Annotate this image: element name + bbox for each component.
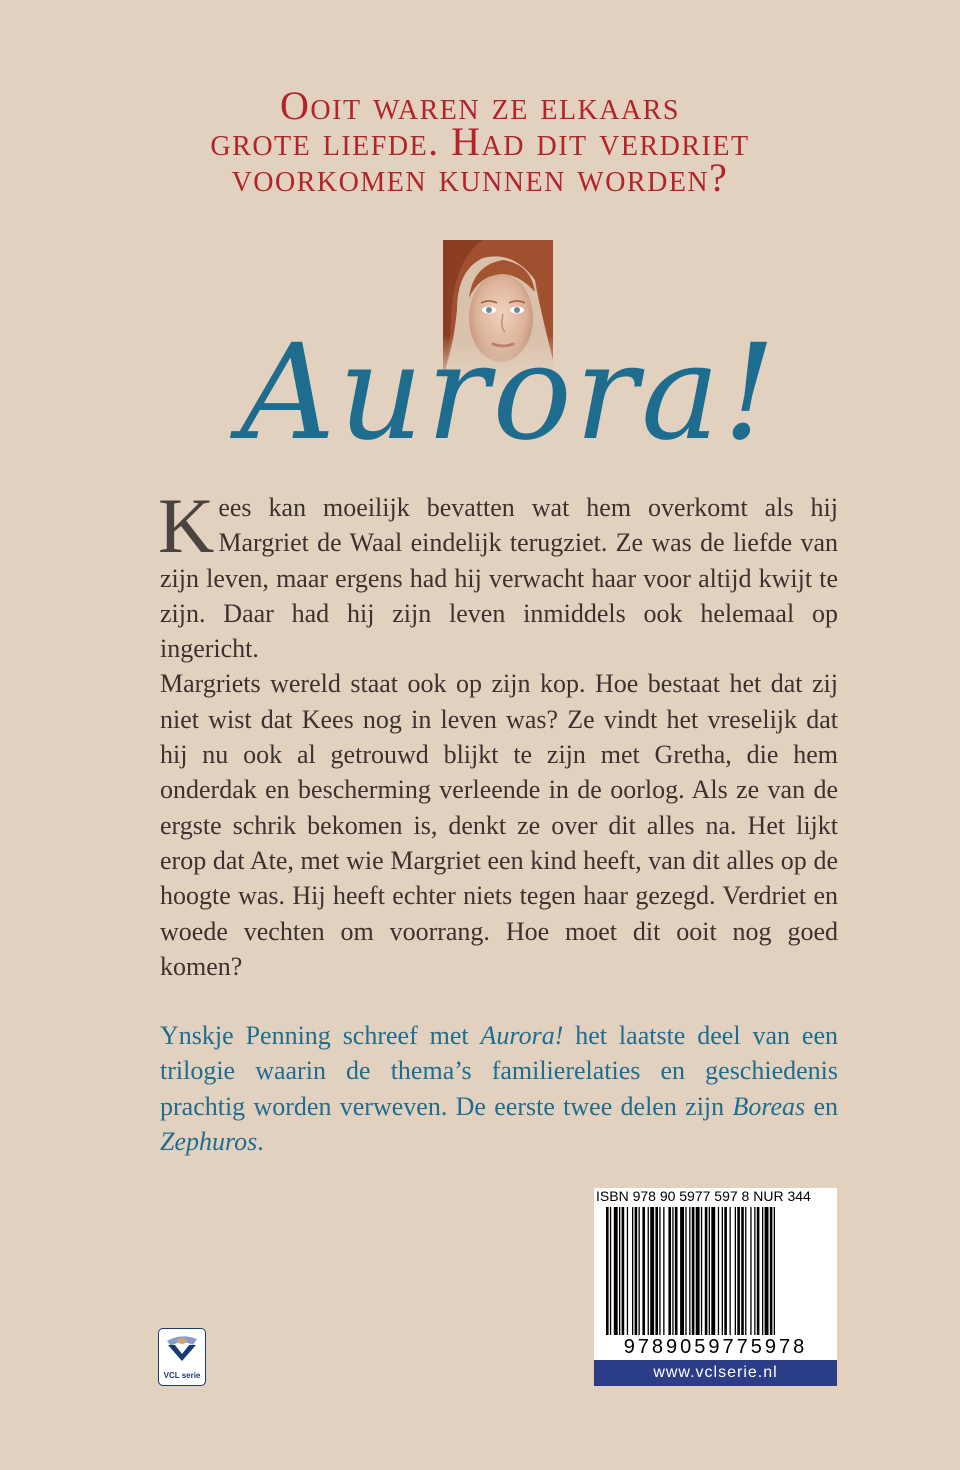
barcode-bar — [675, 1207, 678, 1335]
barcode-bar — [722, 1207, 723, 1335]
about-text-part-1: Ynskje Penning schreef met — [160, 1021, 481, 1050]
tagline-line-3: voorkomen kunnen worden? — [231, 155, 729, 200]
barcode-bar — [632, 1207, 633, 1335]
about-title-zephuros: Zephuros — [160, 1126, 258, 1156]
tagline — [0, 83, 960, 200]
barcode-bar — [650, 1207, 654, 1335]
barcode-bar — [642, 1207, 645, 1335]
barcode-bar — [730, 1207, 731, 1335]
barcode-bar — [724, 1207, 727, 1335]
barcode-bar — [762, 1207, 763, 1335]
blurb-paragraph-1 — [158, 482, 838, 666]
barcode-bar — [737, 1207, 740, 1335]
barcode-bar — [680, 1207, 684, 1335]
barcode-bar — [757, 1207, 760, 1335]
barcode-bar — [692, 1207, 695, 1335]
about-text-part-3: en — [805, 1091, 838, 1121]
barcode-bar — [639, 1207, 640, 1335]
barcode-bar — [668, 1207, 671, 1335]
isbn-text: ISBN 978 90 5977 597 8 NUR 344 — [596, 1188, 811, 1204]
barcode-bar — [659, 1207, 660, 1335]
tagline-line-1: Ooit waren ze elkaars — [280, 83, 680, 128]
barcode-bar — [705, 1207, 708, 1335]
barcode-bar — [655, 1207, 658, 1335]
barcode-bar — [750, 1207, 751, 1335]
about-title-aurora: Aurora! — [480, 1021, 564, 1050]
barcode-bar — [745, 1207, 746, 1335]
barcode-bar — [627, 1207, 628, 1335]
about-paragraph — [160, 1018, 838, 1159]
blurb-paragraph-2: Margriets wereld staat ook op zijn kop. Hoe bestaat het dat zij niet wist dat Kees nog in leven was? Ze vindt het vreselijk dat hij nu ook al getrouwd blijkt te zijn met Gretha, die hem onderdak en bescherming verleende in de oorlog. Als ze van de ergste schrik bekomen is, denkt ze over dit alles na. Het lijkt erop dat Ate, met wie Margriet een kind heeft, van dit alles op de hoogte was. Hij heeft echter niets tegen haar gezegd. Verdriet en woede vechten om voorrang. Hoe moet dit ooit nog goed komen? — [160, 669, 838, 981]
barcode-bar — [663, 1207, 664, 1335]
barcode-bar — [711, 1207, 715, 1335]
barcode-bar — [648, 1207, 649, 1335]
tagline-line-2: grote liefde. Had dit verdriet — [210, 119, 750, 164]
vcl-logo-label: VCL serie — [163, 1371, 201, 1380]
barcode-bars — [606, 1207, 825, 1335]
about-title-boreas: Boreas — [732, 1091, 806, 1121]
barcode-bar — [735, 1207, 736, 1335]
barcode-bar — [614, 1207, 618, 1335]
vcl-logo-icon — [159, 1329, 205, 1369]
barcode-bar — [741, 1207, 744, 1335]
about-text-part-2: het laatste deel van een trilogie waarin de thema’s familierelaties en geschiedenis prachtig worden verweven. De eerste twee delen zijn — [160, 1021, 838, 1121]
barcode-bar — [610, 1207, 611, 1335]
drop-cap-letter: K — [158, 482, 215, 569]
barcode-bar — [635, 1207, 638, 1335]
barcode-bar — [689, 1207, 690, 1335]
barcode-bar — [696, 1207, 700, 1335]
barcode-bar — [622, 1207, 625, 1335]
barcode-bar — [685, 1207, 686, 1335]
book-title-script: Aurora! — [240, 316, 779, 470]
blurb-paragraph-1-text: ees kan moeilijk bevatten wat hem overkomt als hij Margriet de Waal eindelijk terugziet. Ze was de liefde van zijn leven, maar ergens had hij verwacht haar voor altijd kwijt te zijn. Daar had hij zijn leven inmiddels ook helemaal op ingericht. — [160, 493, 838, 664]
about-author-text — [160, 1018, 838, 1159]
about-text-part-4: . — [257, 1126, 264, 1156]
barcode-bar — [606, 1207, 609, 1335]
barcode-bar — [672, 1207, 673, 1335]
barcode-bar — [765, 1207, 769, 1335]
barcode-bar — [701, 1207, 702, 1335]
barcode-bar — [718, 1207, 719, 1335]
blurb-text — [158, 482, 838, 984]
barcode-bar — [754, 1207, 755, 1335]
barcode-bar — [774, 1207, 775, 1335]
barcode-bar — [709, 1207, 710, 1335]
barcode-digits: 9789059775978 — [623, 1336, 808, 1358]
publisher-website: www.vclserie.nl — [594, 1360, 837, 1386]
barcode-panel — [594, 1188, 837, 1386]
barcode-bar — [619, 1207, 620, 1335]
vcl-serie-logo — [158, 1328, 206, 1386]
barcode-bar — [770, 1207, 773, 1335]
